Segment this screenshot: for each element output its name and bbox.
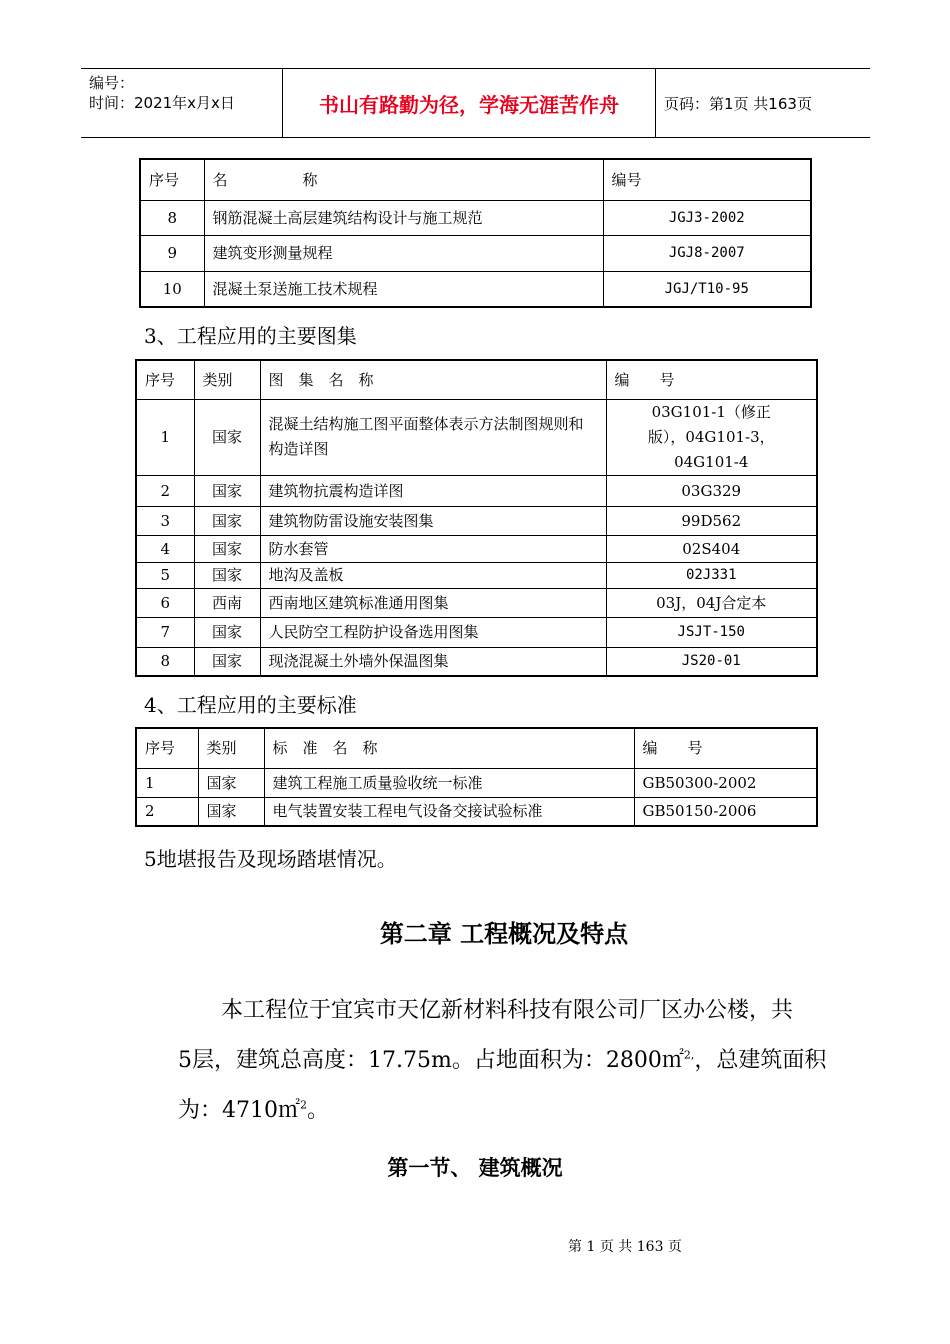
cell-category: 国家 xyxy=(198,768,264,797)
cell-index: 1 xyxy=(136,768,198,797)
cell-name: 西南地区建筑标准通用图集 xyxy=(260,588,606,617)
cell-name: 建筑物防雷设施安装图集 xyxy=(260,506,606,535)
cell-category: 国家 xyxy=(194,399,260,475)
chapter-title: 第二章 工程概况及特点 xyxy=(379,919,629,948)
table-header-row xyxy=(140,159,811,200)
cell-name: 建筑物抗震构造详图 xyxy=(260,475,606,506)
cell-category: 国家 xyxy=(194,617,260,647)
cell-index: 3 xyxy=(136,506,194,535)
cell-code: 02S404 xyxy=(606,535,817,562)
header-cell: 编号 xyxy=(603,159,811,200)
header-time: 时间：2021年x月x日 xyxy=(89,94,235,112)
table-row xyxy=(136,399,817,475)
table-row xyxy=(140,200,811,235)
table-row xyxy=(136,506,817,535)
cell-category: 国家 xyxy=(194,506,260,535)
cell-code: JGJ/T10-95 xyxy=(603,271,811,307)
cell-category: 国家 xyxy=(194,475,260,506)
cell-code: JGJ8-2007 xyxy=(603,235,811,271)
page-footer: 第 1 页 共 163 页 xyxy=(568,1239,682,1255)
standards-table xyxy=(135,727,818,827)
table-row xyxy=(136,647,817,676)
cell-code: 03G329 xyxy=(606,475,817,506)
cell-index: 2 xyxy=(136,797,198,826)
superscript: 2 xyxy=(300,1098,307,1112)
paragraph-text: 为：4710㎡ xyxy=(178,1098,300,1123)
cell-name: 混凝土结构施工图平面整体表示方法制图规则和构造详图 xyxy=(260,399,606,475)
cell-code: JGJ3-2002 xyxy=(603,200,811,235)
overview-paragraph-line xyxy=(178,1043,826,1074)
cell-name: 防水套管 xyxy=(260,535,606,562)
heading-survey-report: 5地堪报告及现场踏堪情况。 xyxy=(144,847,397,871)
cell-name: 建筑变形测量规程 xyxy=(204,235,603,271)
cell-index: 4 xyxy=(136,535,194,562)
header-cell: 类别 xyxy=(194,360,260,399)
standards-table-continued xyxy=(139,158,812,308)
header-cell: 序号 xyxy=(136,728,198,768)
cell-code: 03J，04J合定本 xyxy=(606,588,817,617)
table-row xyxy=(136,588,817,617)
cell-index: 10 xyxy=(140,271,204,307)
cell-category: 国家 xyxy=(194,535,260,562)
cell-name: 地沟及盖板 xyxy=(260,562,606,588)
table-row xyxy=(140,271,811,307)
cell-category: 西南 xyxy=(194,588,260,617)
table-row xyxy=(140,235,811,271)
cell-category: 国家 xyxy=(194,562,260,588)
overview-paragraph-line xyxy=(178,1093,329,1124)
header-cell: 序号 xyxy=(136,360,194,399)
cell-code: 02J331 xyxy=(606,562,817,588)
header-divider xyxy=(655,69,656,137)
header-page-info: 页码：第1页 共163页 xyxy=(664,94,812,113)
cell-name: 混凝土泵送施工技术规程 xyxy=(204,271,603,307)
cell-index: 2 xyxy=(136,475,194,506)
header-cell: 编 号 xyxy=(634,728,817,768)
cell-code: GB50150-2006 xyxy=(634,797,817,826)
page-header xyxy=(81,68,870,138)
cell-name: 电气装置安装工程电气设备交接试验标准 xyxy=(264,797,634,826)
cell-index: 5 xyxy=(136,562,194,588)
cell-category: 国家 xyxy=(198,797,264,826)
table-row xyxy=(136,562,817,588)
header-cell: 序号 xyxy=(140,159,204,200)
cell-code: 03G101-1（修正版），04G101-3，04G101-4 xyxy=(606,399,817,475)
cell-category: 国家 xyxy=(194,647,260,676)
overview-paragraph-line: 本工程位于宜宾市天亿新材料科技有限公司厂区办公楼，共 xyxy=(221,998,794,1023)
header-cell: 编 号 xyxy=(606,360,817,399)
table-header-row xyxy=(136,728,817,768)
cell-index: 8 xyxy=(140,200,204,235)
cell-index: 8 xyxy=(136,647,194,676)
paragraph-text: ，总建筑面积 xyxy=(694,1048,827,1073)
cell-index: 1 xyxy=(136,399,194,475)
paragraph-text: 。 xyxy=(307,1098,330,1123)
cell-code: 99D562 xyxy=(606,506,817,535)
superscript: 2, xyxy=(683,1048,695,1062)
table-row xyxy=(136,535,817,562)
cell-name: 钢筋混凝土高层建筑结构设计与施工规范 xyxy=(204,200,603,235)
table-header-row xyxy=(136,360,817,399)
section-title: 第一节、 建筑概况 xyxy=(387,1155,563,1180)
cell-index: 6 xyxy=(136,588,194,617)
header-cell: 类别 xyxy=(198,728,264,768)
cell-code: GB50300-2002 xyxy=(634,768,817,797)
table-row xyxy=(136,797,817,826)
paragraph-text: 5层，建筑总高度：17.75m。占地面积为：2800㎡ xyxy=(178,1048,684,1073)
header-number: 编号： xyxy=(89,74,135,92)
atlases-table xyxy=(135,359,818,677)
table-row xyxy=(136,617,817,647)
table-row xyxy=(136,475,817,506)
header-cell: 图 集 名 称 xyxy=(260,360,606,399)
heading-standards: 4、工程应用的主要标准 xyxy=(144,693,357,717)
header-meta xyxy=(89,73,235,113)
cell-index: 9 xyxy=(140,235,204,271)
cell-code: JS20-01 xyxy=(606,647,817,676)
header-cell: 名 称 xyxy=(204,159,603,200)
header-cell: 标 准 名 称 xyxy=(264,728,634,768)
cell-code: JSJT-150 xyxy=(606,617,817,647)
cell-index: 7 xyxy=(136,617,194,647)
header-motto: 书山有路勤为径，学海无涯苦作舟 xyxy=(319,92,619,117)
heading-atlases: 3、工程应用的主要图集 xyxy=(144,324,357,348)
cell-name: 建筑工程施工质量验收统一标准 xyxy=(264,768,634,797)
table-row xyxy=(136,768,817,797)
cell-name: 现浇混凝土外墙外保温图集 xyxy=(260,647,606,676)
cell-name: 人民防空工程防护设备选用图集 xyxy=(260,617,606,647)
